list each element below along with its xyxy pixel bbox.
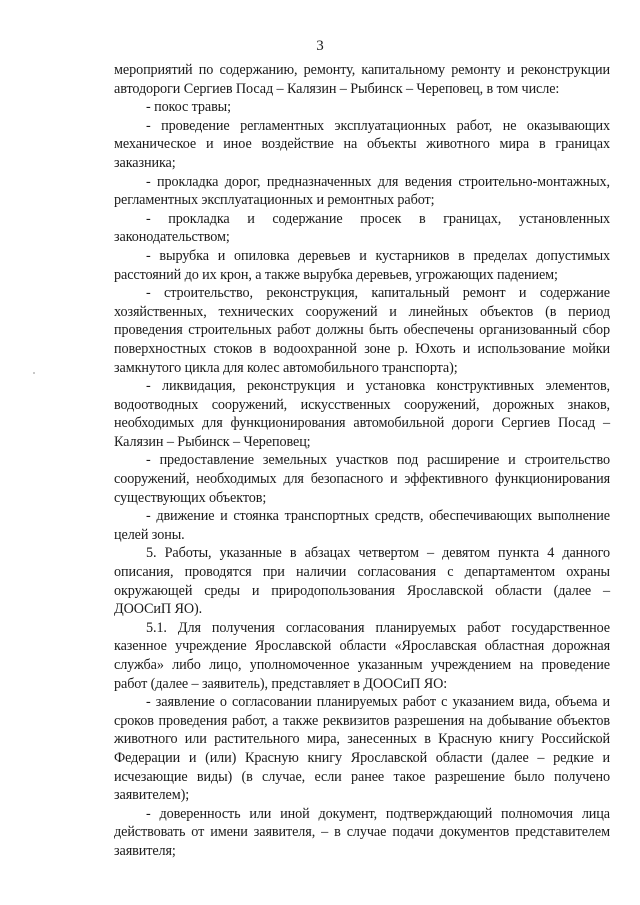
list-item-maintenance-works: - проведение регламентных эксплуатационных работ, не оказывающих механическое и иное воздействие на объекты животного мира в границах заказника; <box>114 117 610 171</box>
list-item-clearings: - прокладка и содержание просек в границах, установленных законодательством; <box>114 210 610 246</box>
list-item-structural-elements: - ликвидация, реконструкция и установка конструктивных элементов, водоотводных сооружений, искусственных сооружений, дорожных знаков, необходимых для функционирования автомобильной дороги Сергиев Посад – Калязин – Рыбинск – Череповец; <box>114 378 610 450</box>
list-item-tree-cutting: - вырубка и опиловка деревьев и кустарников в пределах допустимых расстояний до их крон, а также вырубка деревьев, угрожающих падением; <box>114 247 610 283</box>
list-item-road-laying: - прокладка дорог, предназначенных для ведения строительно-монтажных, регламентных эксплуатационных и ремонтных работ; <box>114 173 610 209</box>
list-item-construction: - строительство, реконструкция, капитальный ремонт и содержание хозяйственных, технических сооружений и линейных объектов (в период проведения строительных работ должны быть обеспечены организованный сбор поверхностных стоков в водоохранной зоне р. Юхоть и использование мойки замкнутого цикла для колес автомобильного транспорта); <box>114 285 610 376</box>
list-item-application: - заявление о согласовании планируемых работ с указанием вида, объема и сроков проведения работ, а также реквизитов разрешения на добывание объектов животного или растительного мира, занесенных в Красную книгу Российской Федерации и (или) Красную книгу Ярославской области (далее – редкие и исчезающие виды) (в случае, если ранее такое разрешение было получено заявителем); <box>114 694 610 804</box>
list-item-land-allocation: - предоставление земельных участков под расширение и строительство сооружений, необходимых для безопасного и эффективного функционирования существующих объектов; <box>114 452 610 506</box>
page-number: 3 <box>316 38 324 54</box>
paragraph-continued-intro: мероприятий по содержанию, ремонту, капитальному ремонту и реконструкции автодороги Сергиев Посад – Калязин – Рыбинск – Череповец, в том числе: <box>114 62 610 97</box>
list-item-grass-mowing: - покос травы; <box>146 99 231 116</box>
paragraph-section-5: 5. Работы, указанные в абзацах четвертом – девятом пункта 4 данного описания, проводятся при наличии согласования с департаментом охраны окружающей среды и природопользования Ярославской области (далее – ДООСиП ЯО). <box>114 545 610 618</box>
list-item-power-of-attorney: - доверенность или иной документ, подтверждающий полномочия лица действовать от имени заявителя, – в случае подачи документов представителем заявителя; <box>114 805 610 859</box>
list-item-vehicle-traffic: - движение и стоянка транспортных средств, обеспечивающих выполнение целей зоны. <box>114 508 610 543</box>
scan-margin-mark <box>33 372 35 374</box>
paragraph-section-5-1: 5.1. Для получения согласования планируемых работ государственное казенное учреждение Ярославской области «Ярославская областная дорожная служба» либо лицо, уполномоченное указанным учреждением на проведение работ (далее – заявитель), представляет в ДООСиП ЯО: <box>114 619 610 692</box>
document-body <box>114 61 610 861</box>
